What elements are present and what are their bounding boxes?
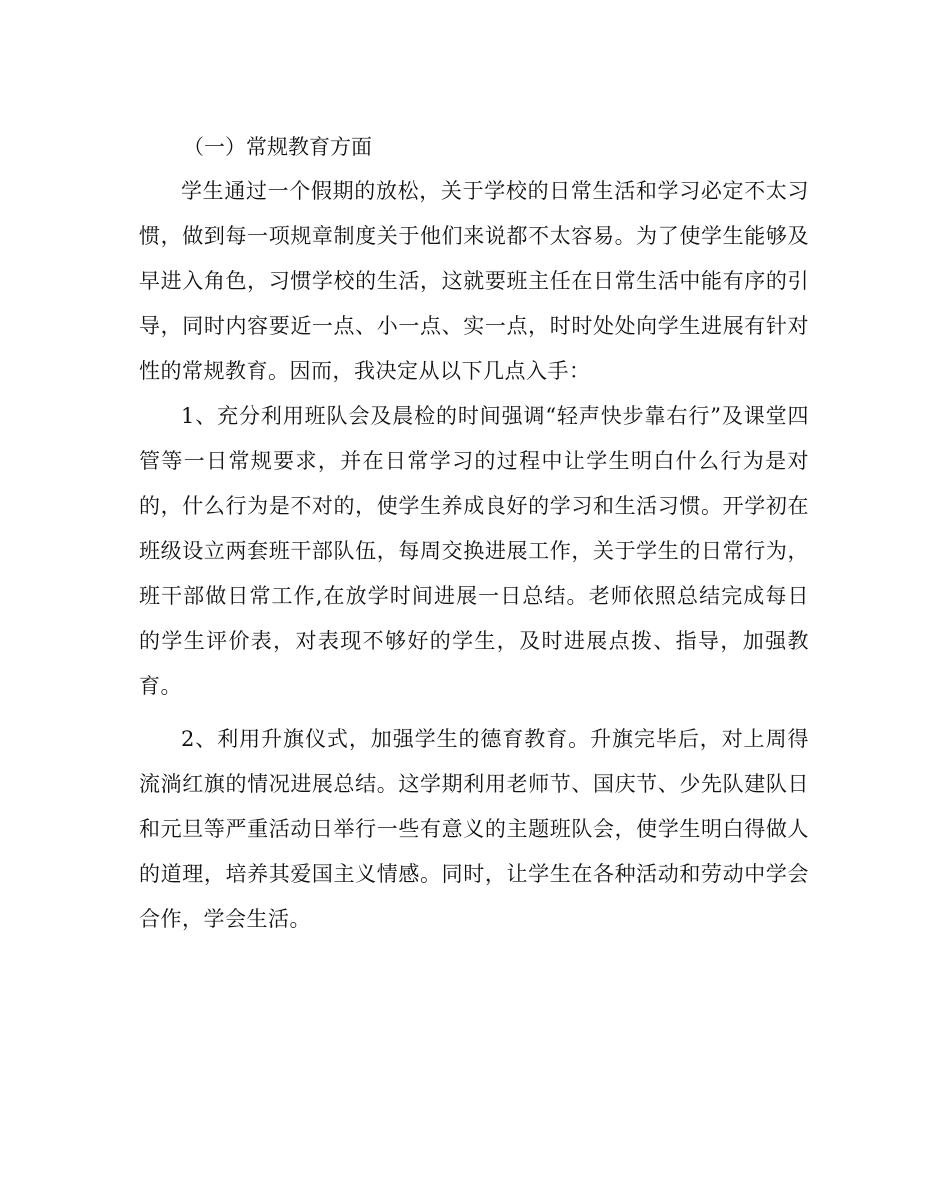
paragraph-intro: 学生通过一个假期的放松，关于学校的日常生活和学习必定不太习惯，做到每一项规章制度关于他们来说都不太容易。为了使学生能够及早进入角色，习惯学校的生活，这就要班主任在日常生活中能有序的引导，同时内容要近一点、小一点、实一点，时时处处向学生进展有针对性的常规教育。因而，我决定从以下几点入手： xyxy=(139,179,809,383)
paragraph-item-1: 1、充分利用班队会及晨检的时间强调“轻声快步靠右行”及课堂四管等一日常规要求，并在日常学习的过程中让学生明白什么行为是对的，什么行为是不对的，使学生养成良好的学习和生活习惯。开学初在班级设立两套班干部队伍，每周交换进展工作，关于学生的日常行为，班干部做日常工作,在放学时间进展一日总结。老师依照总结完成每日的学生评价表，对表现不够好的学生，及时进展点拨、指导，加强教育。 xyxy=(139,404,809,698)
document-body xyxy=(139,125,809,942)
section-heading: （一）常规教育方面 xyxy=(183,135,372,159)
paragraph-item-2: 2、利用升旗仪式，加强学生的德育教育。升旗完毕后，对上周得流淌红旗的情况进展总结。这学期利用老师节、国庆节、少先队建队日和元旦等严重活动日举行一些有意义的主题班队会，使学生明白得做人的道理，培养其爱国主义情感。同时，让学生在各种活动和劳动中学会合作，学会生活。 xyxy=(139,727,809,931)
